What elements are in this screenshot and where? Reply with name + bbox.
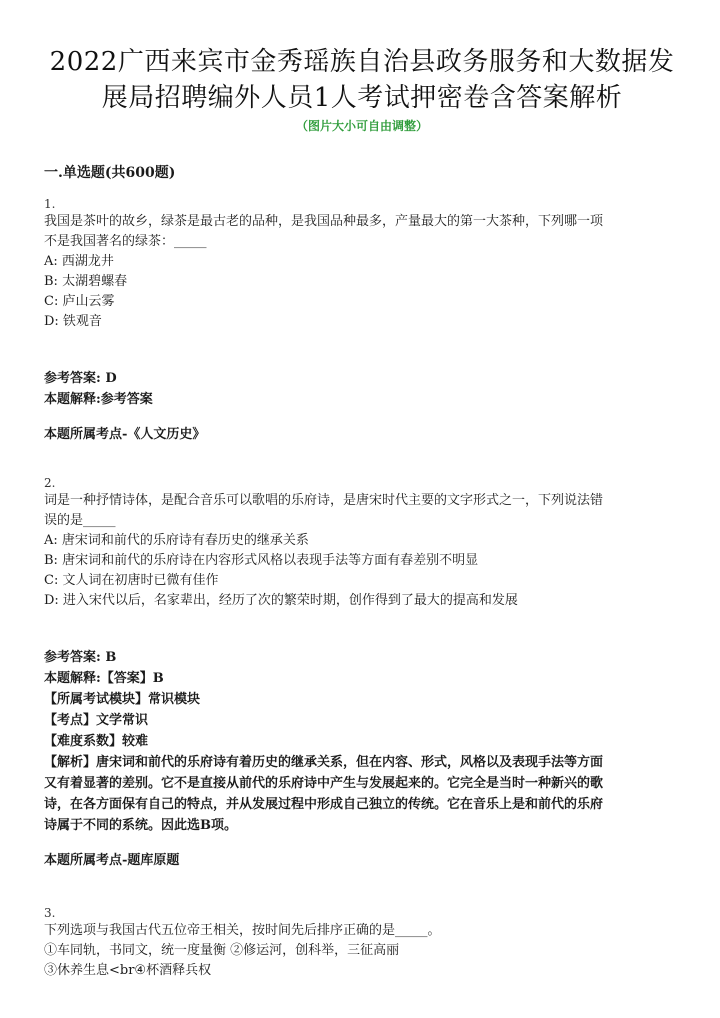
analysis-line: 【解析】唐宋词和前代的乐府诗有着历史的继承关系，但在内容、形式，风格以及表现手法等方面 xyxy=(44,755,604,770)
question-item-line: ③休养生息<br④杯酒释兵权 xyxy=(44,963,212,978)
subtitle-note: （图片大小可自由调整） xyxy=(295,119,428,133)
explanation-line: 本题解释:【答案】B xyxy=(44,671,164,686)
question-stem-line: 下列选项与我国古代五位帝王相关，按时间先后排序正确的是_____。 xyxy=(44,923,441,938)
option-b: B: 唐宋词和前代的乐府诗在内容形式风格以表现手法等方面有春差别不明显 xyxy=(44,553,479,568)
section-heading: 一.单选题(共600题) xyxy=(44,165,176,181)
question-stem-line: 我国是茶叶的故乡，绿茶是最古老的品种，是我国品种最多，产量最大的第一大茶种，下列哪一项 xyxy=(44,214,604,229)
question-1 xyxy=(44,196,680,445)
option-a: A: 西湖龙井 xyxy=(44,254,114,269)
option-c: C: 庐山云雾 xyxy=(44,294,115,309)
topic-line: 本题所属考点-《人文历史》 xyxy=(44,427,206,442)
explanation-line: 本题解释:参考答案 xyxy=(44,392,153,407)
question-3 xyxy=(44,905,680,981)
analysis-line: 诗，在各方面保有自己的特点，并从发展过程中形成自己独立的传统。它在音乐上是和前代的乐府 xyxy=(44,797,604,812)
question-number: 3. xyxy=(44,906,56,920)
answer-line: 参考答案: B xyxy=(44,650,117,665)
question-stem-line: 不是我国著名的绿茶：_____ xyxy=(44,234,207,249)
question-2 xyxy=(44,475,680,871)
question-stem-line: 误的是_____ xyxy=(44,513,116,528)
question-item-line: ①车同轨，书同文，统一度量衡 ②修运河，创科举，三征高丽 xyxy=(44,943,400,958)
knowledge-point-line: 【考点】文学常识 xyxy=(44,713,149,728)
title-line-1: 2022广西来宾市金秀瑶族自治县政务服务和大数据发 xyxy=(49,47,675,77)
option-c: C: 文人词在初唐时已微有佳作 xyxy=(44,573,219,588)
option-d: D: 铁观音 xyxy=(44,314,102,329)
analysis-line: 诗属于不同的系统。因此选B项。 xyxy=(44,818,237,833)
title-line-2: 展局招聘编外人员1人考试押密卷含答案解析 xyxy=(101,83,623,113)
option-d: D: 进入宋代以后，名家辈出，经历了次的繁荣时期，创作得到了最大的提高和发展 xyxy=(44,593,518,608)
option-a: A: 唐宋词和前代的乐府诗有春历史的继承关系 xyxy=(44,533,309,548)
question-stem-line: 词是一种抒情诗体，是配合音乐可以歌唱的乐府诗，是唐宋时代主要的文字形式之一，下列说法错 xyxy=(44,493,604,508)
question-number: 1. xyxy=(44,197,56,211)
difficulty-line: 【难度系数】较难 xyxy=(44,734,149,749)
answer-line: 参考答案: D xyxy=(44,371,117,386)
analysis-line: 又有着显著的差别。它不是直接从前代的乐府诗中产生与发展起来的。它完全是当时一种新兴的歌 xyxy=(44,776,604,791)
document-title xyxy=(44,0,680,116)
module-line: 【所属考试模块】常识模块 xyxy=(44,692,201,707)
option-b: B: 太湖碧螺春 xyxy=(44,274,128,289)
question-number: 2. xyxy=(44,476,56,490)
topic-line: 本题所属考点-题库原题 xyxy=(44,853,180,868)
